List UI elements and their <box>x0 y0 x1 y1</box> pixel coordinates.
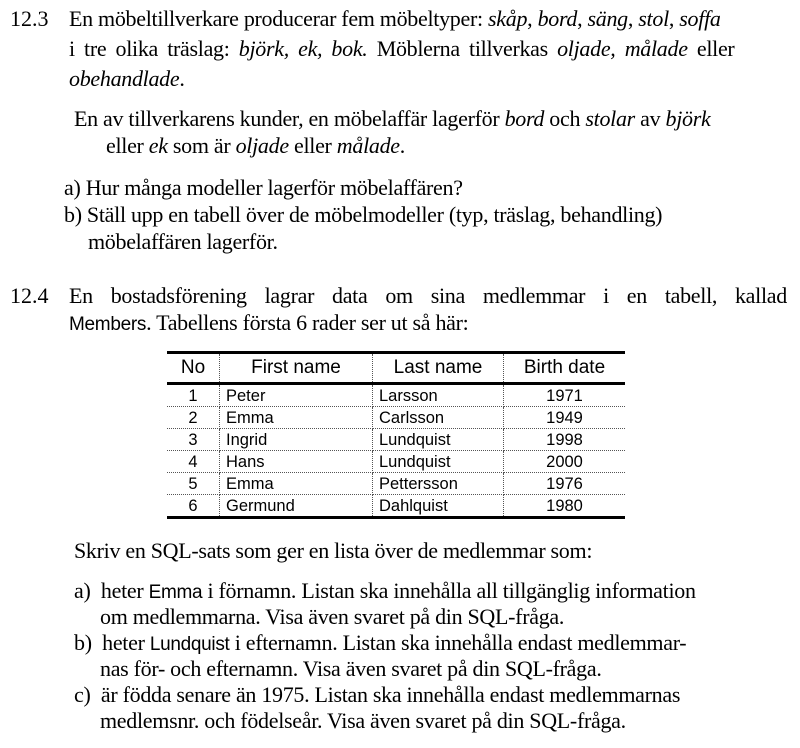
text: eller <box>106 133 149 158</box>
text: är födda senare än 1975. Listan ska innehålla endast medlemmarnas <box>100 682 681 707</box>
word: tabell, <box>664 283 718 308</box>
text: . <box>179 66 185 91</box>
cell-birth-date: 1949 <box>504 407 626 429</box>
word: bostadsförening <box>110 283 247 308</box>
column-header: First name <box>220 353 373 384</box>
task-b-continued: nas för- och efternamn. Visa även svaret på din SQL-fråga. <box>100 656 602 681</box>
task-label: b) <box>74 630 92 655</box>
furniture-type: skåp <box>488 6 528 31</box>
exercise-text-line: En möbeltillverkare producerar fem möbeltyper: skåp, bord, säng, stol, soffa <box>69 6 721 31</box>
table-row <box>167 473 625 495</box>
word: sina <box>430 283 465 308</box>
task-a-continued: om medlemmarna. Visa även svaret på din SQL-fråga. <box>100 604 565 629</box>
treatments: oljade, målade <box>557 36 688 61</box>
table-header-row <box>167 353 625 384</box>
task-c <box>74 682 680 708</box>
column-header: Last name <box>373 353 504 384</box>
cell-no: 5 <box>167 473 220 495</box>
table-row <box>167 495 625 518</box>
table-name: Members <box>69 314 147 335</box>
text: heter <box>102 630 150 655</box>
name-value: Emma <box>148 582 203 603</box>
cell-first-name: Emma <box>220 473 373 495</box>
text: stolar <box>585 106 635 131</box>
furniture-type: soffa <box>679 6 721 31</box>
exercise-number: 12.3 <box>10 6 49 31</box>
customer-text-line <box>74 106 710 132</box>
treatment: obehandlade <box>69 66 180 91</box>
furniture-type: bord <box>537 6 578 31</box>
cell-no: 4 <box>167 451 220 473</box>
cell-birth-date: 1998 <box>504 429 626 451</box>
text: heter <box>100 578 149 603</box>
task-b <box>74 630 686 658</box>
text: björk <box>665 106 711 131</box>
exercise-text-line <box>69 66 185 92</box>
cell-last-name: Pettersson <box>373 473 504 495</box>
text: eller <box>288 133 337 158</box>
cell-birth-date: 2000 <box>504 451 626 473</box>
text: i tre olika träslag: <box>69 36 239 61</box>
cell-no: 6 <box>167 495 220 518</box>
cell-last-name: Lundquist <box>373 451 504 473</box>
cell-first-name: Ingrid <box>220 429 373 451</box>
column-header: No <box>167 353 220 384</box>
text: och <box>544 106 586 131</box>
question-a: a) Hur många modeller lagerför möbelaffären? <box>64 175 463 200</box>
word: en <box>626 283 647 308</box>
table-row <box>167 429 625 451</box>
question-b: b) Ställ upp en tabell över de möbelmodeller (typ, träslag, behandling) <box>64 202 663 227</box>
members-table <box>167 351 625 519</box>
column-header: Birth date <box>504 353 626 384</box>
furniture-type: säng <box>587 6 628 31</box>
cell-no: 2 <box>167 407 220 429</box>
word: medlemmar <box>482 283 586 308</box>
task-c-continued: medlemsnr. och födelseår. Visa även svaret på din SQL-fråga. <box>100 708 626 733</box>
text: ek <box>148 133 168 158</box>
word: i <box>603 283 609 308</box>
text: eller <box>687 36 735 61</box>
table-row <box>167 384 625 407</box>
word: lagrar <box>264 283 315 308</box>
cell-first-name: Hans <box>220 451 373 473</box>
word: data <box>332 283 368 308</box>
exercise-intro-line <box>69 310 468 338</box>
cell-last-name: Larsson <box>373 384 504 407</box>
word: om <box>385 283 413 308</box>
cell-last-name: Carlsson <box>373 407 504 429</box>
text: som är <box>167 133 236 158</box>
cell-first-name: Peter <box>220 384 373 407</box>
name-value: Lundquist <box>149 634 230 655</box>
exercise-intro-line <box>69 283 787 309</box>
cell-no: 3 <box>167 429 220 451</box>
word: kallad <box>734 283 787 308</box>
table-row <box>167 407 625 429</box>
text: En av tillverkarens kunder, en möbelaffär lagerför <box>74 106 505 131</box>
cell-first-name: Emma <box>220 407 373 429</box>
task-label: c) <box>74 682 91 707</box>
cell-first-name: Germund <box>220 495 373 518</box>
cell-birth-date: 1971 <box>504 384 626 407</box>
cell-last-name: Lundquist <box>373 429 504 451</box>
text: . <box>399 133 405 158</box>
task-label: a) <box>74 578 91 603</box>
exercise-number: 12.4 <box>10 283 49 308</box>
text: En möbeltillverkare producerar fem möbeltyper: <box>69 6 489 31</box>
question-b-continued: möbelaffären lagerför. <box>88 229 278 254</box>
exercise-text-line <box>69 36 734 62</box>
customer-text-line <box>106 133 405 159</box>
cell-birth-date: 1980 <box>504 495 626 518</box>
task-a <box>74 578 696 606</box>
text: av <box>634 106 666 131</box>
text: i förnamn. Listan ska innehålla all tillgänglig information <box>202 578 696 603</box>
text: Möblerna tillverkas <box>367 36 558 61</box>
cell-birth-date: 1976 <box>504 473 626 495</box>
sql-prompt: Skriv en SQL-sats som ger en lista över de medlemmar som: <box>74 538 593 563</box>
cell-no: 1 <box>167 384 220 407</box>
furniture-type: stol <box>638 6 669 31</box>
cell-last-name: Dahlquist <box>373 495 504 518</box>
text: bord <box>504 106 545 131</box>
text: i efternamn. Listan ska innehålla endast medlemmar- <box>229 630 687 655</box>
wood-types: björk, ek, bok. <box>238 36 368 61</box>
text: oljade <box>235 133 289 158</box>
text: målade <box>336 133 400 158</box>
table-row <box>167 451 625 473</box>
text: . Tabellens första 6 rader ser ut så här: <box>146 310 469 335</box>
word: En <box>69 283 93 308</box>
